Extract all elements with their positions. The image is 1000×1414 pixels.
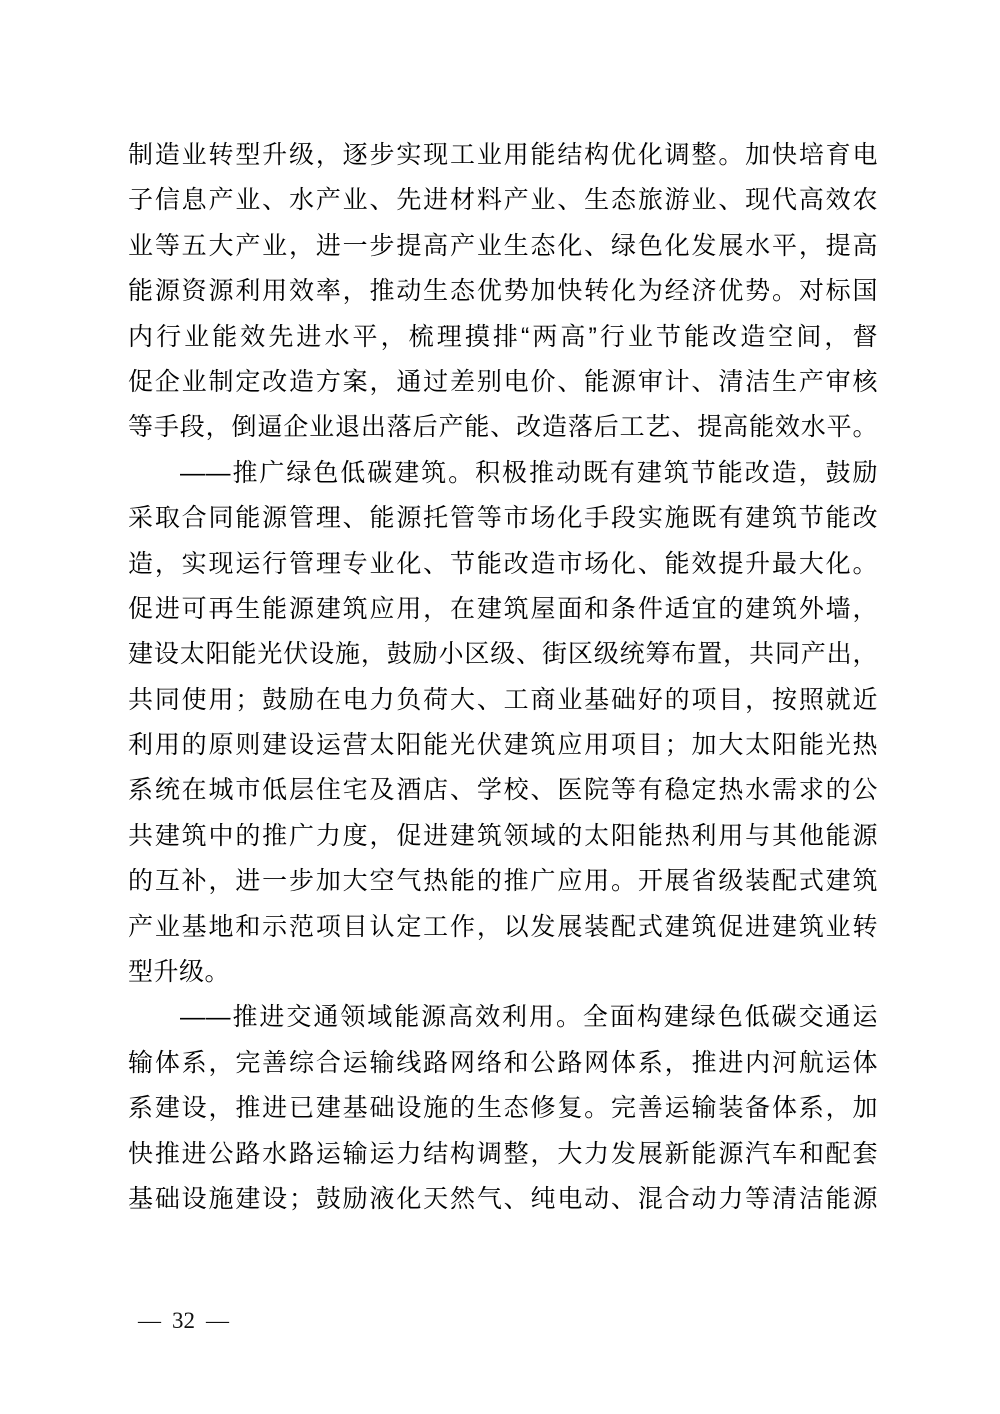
text-line: 造，实现运行管理专业化、节能改造市场化、能效提升最大化。	[128, 549, 878, 578]
page-number-left-dash: —	[138, 1308, 161, 1333]
text-line: 等手段，倒逼企业退出落后产能、改造落后工艺、提高能效水平。	[128, 413, 878, 442]
document-body	[128, 133, 878, 1222]
text-line: 促企业制定改造方案，通过差别电价、能源审计、清洁生产审核	[128, 367, 878, 396]
text-line: 快推进公路水路运输运力结构调整，大力发展新能源汽车和配套	[128, 1139, 878, 1168]
page-number: 32	[172, 1308, 195, 1333]
text-line: 采取合同能源管理、能源托管等市场化手段实施既有建筑节能改	[128, 504, 878, 533]
text-line: 业等五大产业，进一步提高产业生态化、绿色化发展水平，提高	[128, 231, 878, 260]
text-line: 基础设施建设；鼓励液化天然气、纯电动、混合动力等清洁能源	[128, 1184, 878, 1213]
text-line: 子信息产业、水产业、先进材料产业、生态旅游业、现代高效农	[128, 186, 878, 215]
paragraph-industry-transformation	[128, 133, 878, 451]
text-line: 输体系，完善综合运输线路网络和公路网体系，推进内河航运体	[128, 1048, 878, 1077]
text-line: 制造业转型升级，逐步实现工业用能结构优化调整。加快培育电	[128, 141, 878, 169]
text-line: 型升级。	[128, 958, 231, 987]
paragraph-green-low-carbon-buildings	[128, 451, 878, 996]
text-line: 利用的原则建设运营太阳能光伏建筑应用项目；加大太阳能光热	[128, 731, 878, 760]
text-line: 的互补，进一步加大空气热能的推广应用。开展省级装配式建筑	[128, 867, 878, 896]
text-line: 促进可再生能源建筑应用，在建筑屋面和条件适宜的建筑外墙，	[128, 594, 878, 623]
text-line: 共建筑中的推广力度，促进建筑领域的太阳能热利用与其他能源	[128, 821, 878, 850]
text-line: 建设太阳能光伏设施，鼓励小区级、街区级统筹布置，共同产出，	[128, 640, 878, 669]
text-line: 内行业能效先进水平，梳理摸排“两高”行业节能改造空间，督	[128, 322, 878, 351]
text-line: 共同使用；鼓励在电力负荷大、工商业基础好的项目，按照就近	[128, 685, 878, 714]
page-footer	[138, 1308, 229, 1334]
paragraph-transport-energy-efficiency	[128, 995, 878, 1222]
page-number-right-dash: —	[206, 1308, 229, 1333]
text-line: ——推进交通领域能源高效利用。全面构建绿色低碳交通运	[180, 1003, 878, 1032]
text-line: ——推广绿色低碳建筑。积极推动既有建筑节能改造，鼓励	[180, 458, 878, 487]
text-line: 系建设，推进已建基础设施的生态修复。完善运输装备体系，加	[128, 1094, 878, 1123]
text-line: 产业基地和示范项目认定工作，以发展装配式建筑促进建筑业转	[128, 912, 878, 941]
text-line: 能源资源利用效率，推动生态优势加快转化为经济优势。对标国	[128, 277, 878, 306]
text-line: 系统在城市低层住宅及酒店、学校、医院等有稳定热水需求的公	[128, 776, 878, 805]
